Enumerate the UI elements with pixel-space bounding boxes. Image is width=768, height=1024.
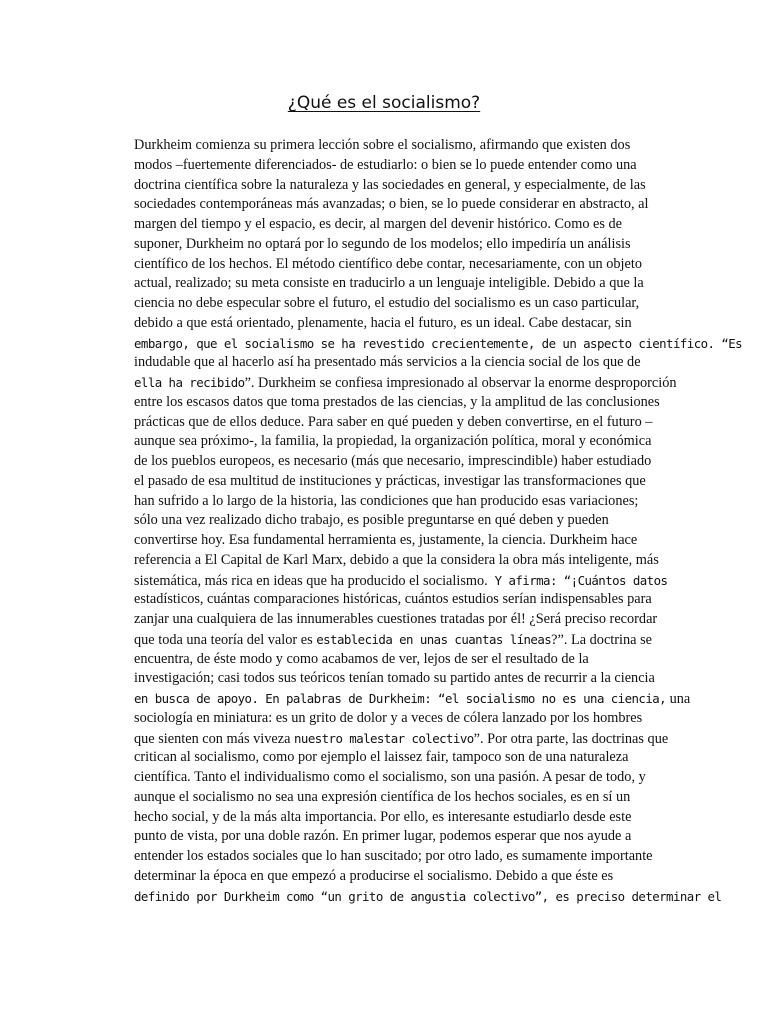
text-line	[134, 571, 668, 591]
text-segment: ciencia no debe especular sobre el futuro, el estudio del socialismo es un caso particular,	[134, 295, 640, 311]
text-segment: margen del tiempo y el espacio, es decir, al margen del devenir histórico. Como es de	[134, 216, 623, 232]
text-line	[134, 847, 653, 867]
text-line	[134, 689, 691, 709]
text-line	[134, 195, 649, 215]
text-line	[134, 511, 634, 531]
text-segment: estadísticos, cuántas comparaciones históricas, cuántos estudios serían indispensables para	[134, 591, 652, 608]
text-line	[134, 235, 634, 255]
text-line	[134, 393, 660, 413]
text-segment: debido a que está orientado, plenamente, hacia el futuro, es un ideal. Cabe destacar, sin	[134, 314, 632, 331]
text-line	[134, 353, 641, 373]
text-segment: convertirse hoy. Esa fundamental herramienta es, justamente, la ciencia. Durkheim hace	[134, 532, 638, 548]
text-line	[134, 768, 646, 788]
quoted-text-segment: embargo, que el socialismo se ha revestido crecientemente, de un aspecto científico. “Es	[134, 335, 743, 351]
text-line	[134, 492, 639, 512]
text-segment: entre los escasos datos que toma prestados de las ciencias, y la amplitud de las conclusiones	[134, 393, 660, 410]
text-segment: entender los estados sociales que lo han suscitado; por otro lado, es sumamente importante	[134, 848, 653, 864]
text-line	[134, 788, 634, 808]
text-segment: referencia a El Capital de Karl Marx, debido a que la considera la obra más inteligente, más	[134, 551, 659, 568]
text-line	[134, 610, 658, 630]
page-title: ¿Qué es el socialismo?	[287, 93, 481, 113]
text-segment: sólo una vez realizado dicho trabajo, es posible preguntarse en qué deben y pueden	[134, 512, 609, 529]
text-segment: aunque sea próximo-, la familia, la propiedad, la organización política, moral y económica	[134, 433, 652, 450]
text-line	[134, 334, 743, 354]
text-segment: punto de vista, por una doble razón. En primer lugar, podemos esperar que nos ayude a	[134, 828, 632, 845]
text-line	[134, 255, 642, 275]
text-line	[134, 432, 652, 452]
text-line	[134, 314, 634, 334]
text-segment: científico de los hechos. El método científico debe contar, necesariamente, con un objeto	[134, 255, 642, 272]
text-line	[134, 827, 634, 847]
quoted-text-segment: establecida en unas cuantas líneas	[316, 631, 552, 647]
text-segment: ”. Por otra parte, las doctrinas que	[473, 730, 669, 747]
text-segment: actual, realizado; su meta consiste en traducirlo a un lenguaje inteligible. Debido a que la	[134, 275, 644, 292]
text-segment: sociedades contemporáneas más avanzadas; o bien, se lo puede considerar en abstracto, al	[134, 196, 649, 213]
text-segment: ?”. La doctrina se	[551, 631, 652, 648]
text-segment: indudable que al hacerlo así ha presentado más servicios a la ciencia social de los que de	[134, 354, 641, 371]
text-line	[134, 413, 653, 433]
text-segment: Durkheim comienza su primera lección sobre el socialismo, afirmando que existen dos	[134, 137, 631, 153]
text-segment: critican al socialismo, como por ejemplo el laissez fair, tampoco son de una naturaleza	[134, 749, 629, 766]
text-segment: hecho social, y de la más alta importancia. Por ello, es interesante estudiarlo desde este	[134, 808, 632, 825]
text-segment: modos –fuertemente diferenciados- de estudiarlo: o bien se lo puede entender como una	[134, 156, 637, 173]
quoted-text-segment: Y afirma: “¡Cuántos datos	[487, 572, 668, 588]
text-segment: aunque el socialismo no sea una expresión científica de los hechos sociales, es en sí un	[134, 788, 631, 805]
text-segment: científica. Tanto el individualismo como el socialismo, son una pasión. A pesar de todo, y	[134, 769, 646, 785]
text-line	[134, 650, 634, 670]
text-segment: de los pueblos europeos, es necesario (más que necesario, imprescindible) haber estudiado	[134, 453, 652, 469]
text-segment: ”. Durkheim se confiesa impresionado al observar la enorme desproporción	[244, 375, 677, 391]
text-line	[134, 551, 659, 571]
text-segment: el pasado de esa multitud de instituciones y prácticas, investigar las transformaciones que	[134, 472, 646, 489]
text-segment: zanjar una cualquiera de las innumerables cuestiones tratadas por él! ¿Será preciso recordar	[134, 611, 658, 627]
text-segment: prácticas que de ellos deduce. Para saber en qué pueden y deben convertirse, en el futuro –	[134, 413, 653, 430]
text-line	[134, 531, 638, 551]
text-line	[134, 669, 655, 689]
text-segment: una	[666, 691, 691, 707]
text-line	[134, 274, 644, 294]
quoted-text-segment: definido por Durkheim como “un grito de angustia colectivo”, es preciso determinar el	[134, 888, 722, 904]
text-line	[134, 156, 637, 176]
text-line	[134, 887, 722, 907]
text-line	[134, 867, 634, 887]
text-segment: investigación; casi todos sus teóricos tenían tomado su partido antes de recurrir a la ciencia	[134, 670, 655, 687]
text-line	[134, 373, 677, 393]
text-line	[134, 630, 652, 650]
quoted-text-segment: en busca de apoyo. En palabras de Durkheim: “el socialismo no es una ciencia,	[134, 691, 667, 706]
text-segment: han sufrido a lo largo de la historia, las condiciones que han producido esas variaciones;	[134, 492, 639, 509]
text-line	[134, 294, 640, 314]
text-segment: que sienten con más viveza	[134, 730, 294, 747]
text-line	[134, 215, 634, 235]
quoted-text-segment: nuestro malestar colectivo	[294, 730, 474, 746]
text-segment: suponer, Durkheim no optará por lo segundo de los modelos; ello impediría un análisis	[134, 235, 631, 252]
text-line	[134, 176, 646, 196]
text-line	[134, 709, 643, 729]
text-segment: determinar la época en que empezó a producirse el socialismo. Debido a que éste es	[134, 867, 614, 884]
text-line	[134, 136, 634, 156]
text-segment: sistemática, más rica en ideas que ha producido el socialismo.	[134, 572, 488, 589]
text-segment: encuentra, de éste modo y como acabamos de ver, lejos de ser el resultado de la	[134, 650, 589, 667]
text-segment: doctrina científica sobre la naturaleza y las sociedades en general, y especialmente, de las	[134, 176, 646, 193]
text-line	[134, 808, 634, 828]
text-segment: que toda una teoría del valor es	[134, 631, 317, 648]
text-line	[134, 729, 669, 749]
body-paragraph	[134, 136, 743, 906]
text-line	[134, 748, 634, 768]
text-line	[134, 452, 652, 472]
text-segment: sociología en miniatura: es un grito de dolor y a veces de cólera lanzado por los hombres	[134, 709, 643, 726]
text-line	[134, 472, 646, 492]
text-line	[134, 590, 652, 610]
quoted-text-segment: ella ha recibido	[134, 375, 245, 390]
